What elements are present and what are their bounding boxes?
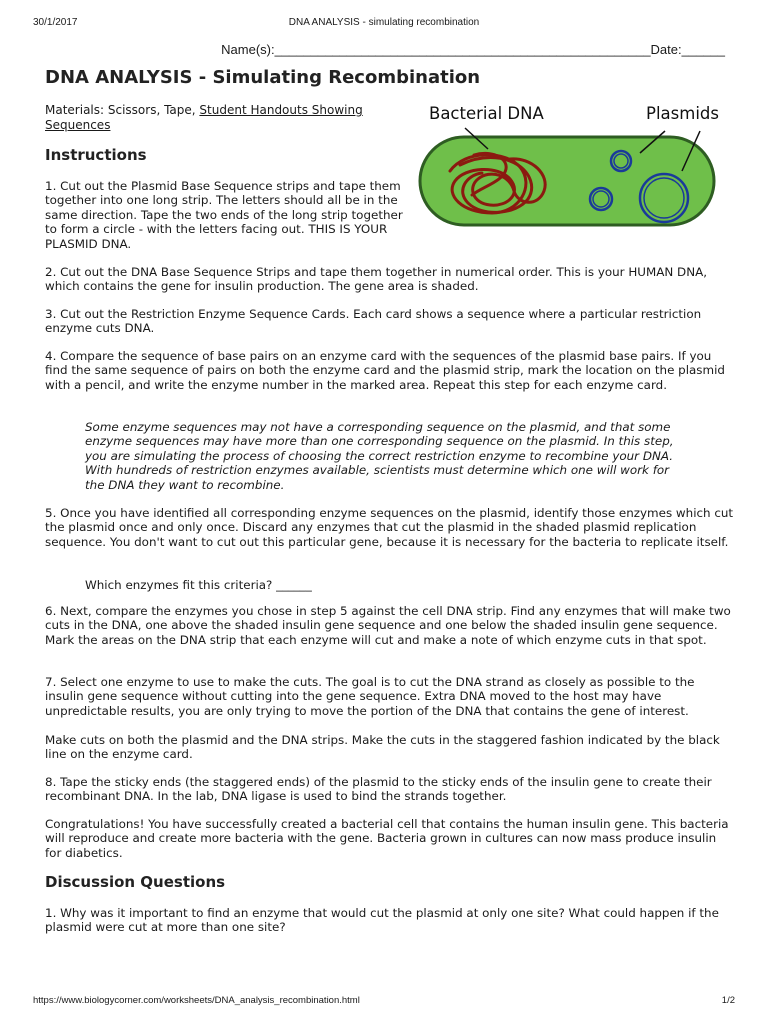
step-2: 2. Cut out the DNA Base Sequence Strips and tape them together in numerical order. This is your HUMAN DNA, which contains the gene for insulin production. The gene area is shaded.: [45, 265, 708, 294]
discussion-heading: Discussion Questions: [45, 873, 226, 891]
page-number: 1/2: [721, 995, 735, 1006]
step-6: 6. Next, compare the enzymes you chose in step 5 against the cell DNA strip. Find any enzymes that will make two cuts in the DNA, one above the shaded insulin gene sequence and one below the shaded insulin gene sequence. Mark the areas on the DNA strip that each enzyme will cut and make a note of which enzyme cuts in that spot.: [45, 604, 731, 647]
step-8: 8. Tape the sticky ends (the staggered ends) of the plasmid to the sticky ends of the insulin gene to create their recombinant DNA. In the lab, DNA ligase is used to bind the strands together.: [45, 775, 712, 804]
materials-line: [45, 103, 385, 132]
step-5: 5. Once you have identified all corresponding enzyme sequences on the plasmid, identify those enzymes which cut the plasmid once and only once. Discard any enzymes that cut the plasmid in the shaded plasmid replication sequence. You don't want to cut out this particular gene, because it is necessary for the bacteria to replicate itself.: [45, 506, 734, 549]
step-4-note: Some enzyme sequences may not have a corresponding sequence on the plasmid, and that some enzyme sequences may have more than one corresponding sequence on the plasmid. In this step, you are simulating the process of choosing the correct restriction enzyme to recombine your DNA. With hundreds of restriction enzymes available, scientists must determine which one will work for the DNA they want to recombine.: [85, 420, 674, 492]
print-title: DNA ANALYSIS - simulating recombination: [288, 17, 480, 28]
materials-prefix: Materials: Scissors, Tape,: [45, 103, 200, 117]
name-date-line: Name(s):____________________________________________________Date:______: [221, 42, 725, 57]
instructions-heading: Instructions: [45, 146, 147, 164]
page-title: DNA ANALYSIS - Simulating Recombination: [45, 67, 481, 88]
plasmids-label: Plasmids: [646, 104, 719, 123]
student-handouts-link[interactable]: Student Handouts Showing Sequences: [45, 103, 363, 132]
congratulations-paragraph: Congratulations! You have successfully created a bacterial cell that contains the human insulin gene. This bacteria will reproduce and create more bacteria with the gene. Bacteria grown in cultures can now mass produce insulin for diabetics.: [45, 817, 729, 860]
print-header: [33, 17, 735, 31]
bacteria-cell-body: [420, 137, 714, 225]
bacterial-dna-label: Bacterial DNA: [429, 104, 544, 123]
page-url[interactable]: https://www.biologycorner.com/worksheets/DNA_analysis_recombination.html: [33, 995, 360, 1006]
discussion-question-1: 1. Why was it important to find an enzyme that would cut the plasmid at only one site? What could happen if the plasmid were cut at more than one site?: [45, 906, 719, 935]
criteria-question: Which enzymes fit this criteria? ______: [85, 578, 312, 592]
step-4: 4. Compare the sequence of base pairs on an enzyme card with the sequences of the plasmid base pairs. If you find the same sequence of pairs on both the enzyme card and the plasmid strip, mark the location on the plasmid with a pencil, and write the enzyme number in the marked area. Repeat this step for each enzyme card.: [45, 349, 725, 392]
step-7: 7. Select one enzyme to use to make the cuts. The goal is to cut the DNA strand as closely as possible to the insulin gene sequence without cutting into the gene sequence. Extra DNA moved to the host may have unpredictable results, you are only trying to move the portion of the DNA that contains the gene of interest.: [45, 675, 695, 718]
print-date: 30/1/2017: [33, 17, 78, 28]
cuts-instruction: Make cuts on both the plasmid and the DNA strips. Make the cuts in the staggered fashion indicated by the black line on the enzyme card.: [45, 733, 720, 762]
step-1: 1. Cut out the Plasmid Base Sequence strips and tape them together into one long strip. The letters should all be in the same direction. Tape the two ends of the long strip together to form a circle - with the letters facing out. THIS IS YOUR PLASMID DNA.: [45, 179, 403, 251]
step-3: 3. Cut out the Restriction Enzyme Sequence Cards. Each card shows a sequence where a particular restriction enzyme cuts DNA.: [45, 307, 702, 336]
bacteria-figure: [410, 95, 730, 230]
